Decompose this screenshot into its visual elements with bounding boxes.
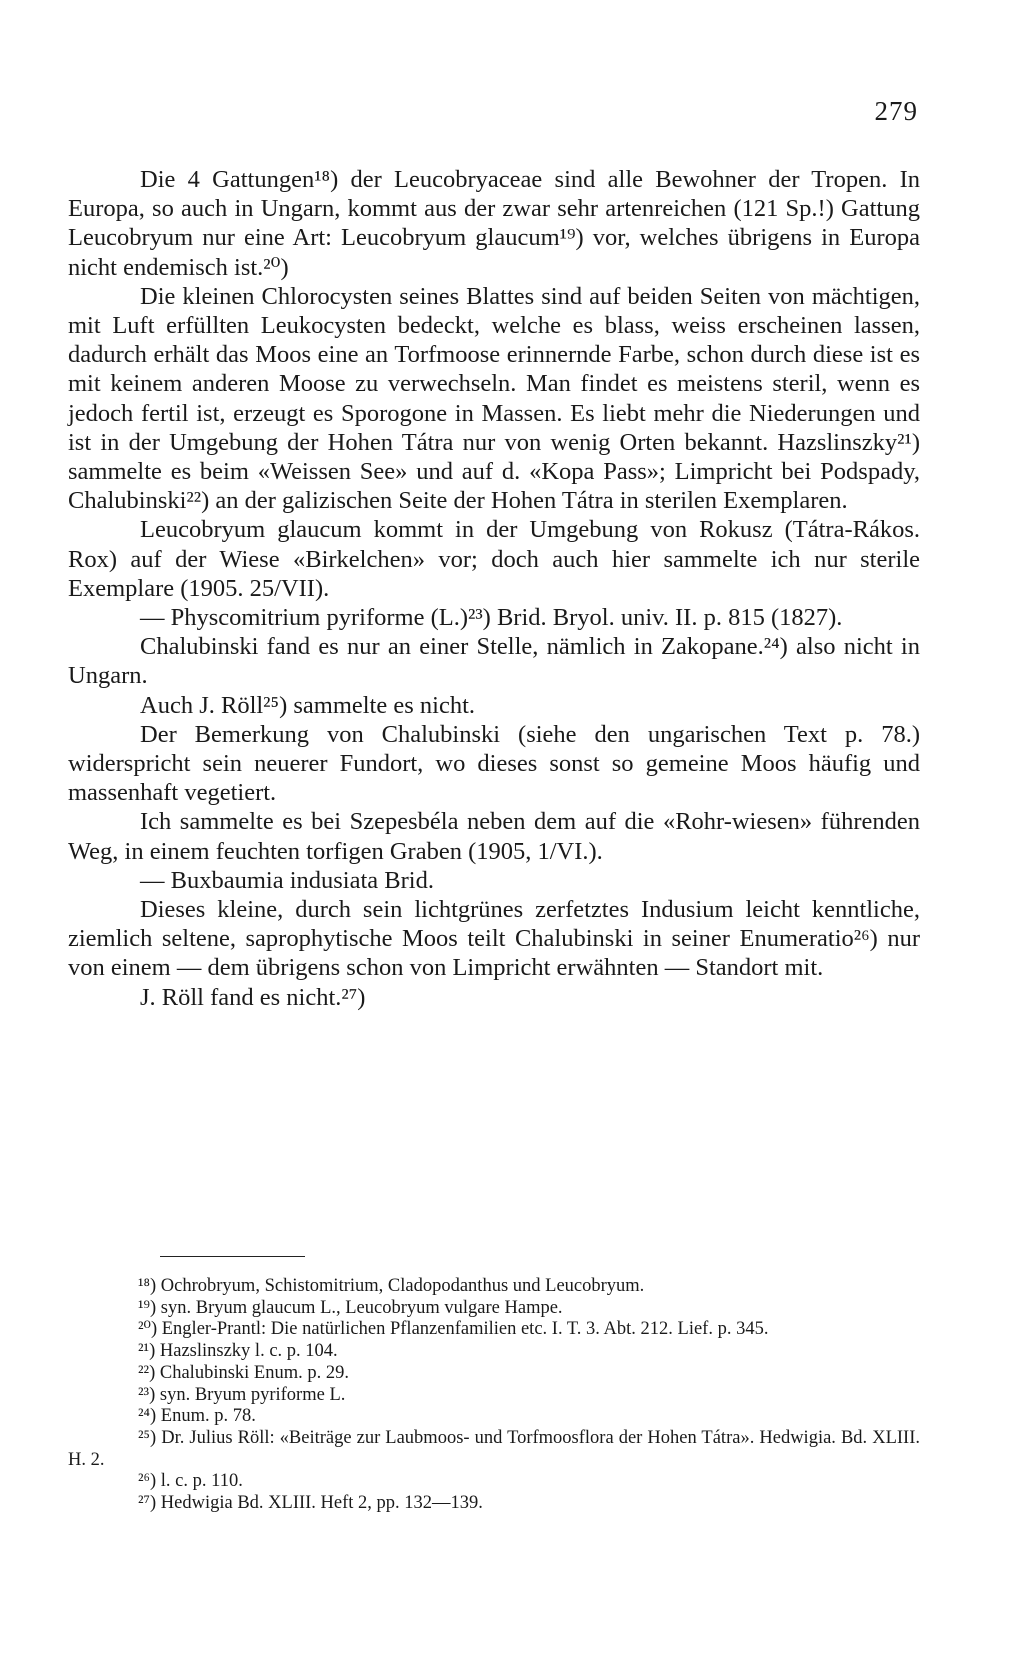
paragraph-rokusz: Leucobryum glaucum kommt in der Umgebung von Rokusz (Tátra-Rákos. Rox) auf der Wiese «Birkelchen» vor; doch auch hier sammelte ich nur sterile Exemplare (1905. 25/VII). — [68, 516, 920, 602]
footnote-divider — [160, 1256, 305, 1257]
main-text — [68, 165, 920, 1012]
paragraph-indusium: Dieses kleine, durch sein lichtgrünes zerfetztes Indusium leicht kenntliche, ziemlich seltene, saprophytische Moos teilt Chalubinski in seiner Enumeratio²⁶) nur von einem — dem übrigens schon von Limpricht erwähnten — Standort mit. — [68, 896, 920, 982]
footnote-26: ²⁶) l. c. p. 110. — [138, 1471, 243, 1492]
footnote-22: ²²) Chalubinski Enum. p. 29. — [138, 1362, 349, 1383]
paragraph-chlorocysten: Die kleinen Chlorocysten seines Blattes sind auf beiden Seiten von mächtigen, mit Luft erfüllten Leukocysten bedeckt, welche es blass, weiss erscheinen lassen, dadurch erhält das Moos eine an Torfmoose erinnernde Farbe, schon durch diese ist es mit keinem anderen Moose zu verwechseln. Man findet es meistens steril, wenn es jedoch fertil ist, erzeugt es Sporogone in Massen. Es liebt mehr die Niederungen und ist in der Umgebung der Hohen Tátra nur von wenig Orten bekannt. Hazslinszky²¹) sammelte es beim «Weissen See» und auf d. «Kopa Pass»; Limpricht bei Podspady, Chalubinski²²) an der galizischen Seite der Hohen Tátra in sterilen Exemplaren. — [68, 282, 920, 515]
footnotes — [68, 1276, 920, 1515]
footnote-20: ²⁰) Engler-Prantl: Die natürlichen Pflanzenfamilien etc. I. T. 3. Abt. 212. Lief. p. 345. — [138, 1319, 769, 1340]
paragraph-leucobryaceae: Die 4 Gattungen¹⁸) der Leucobryaceae sind alle Bewohner der Tropen. In Europa, so auch in Ungarn, kommt aus der zwar sehr artenreichen (121 Sp.!) Gattung Leucobryum nur eine Art: Leucobryum glaucum¹⁹) vor, welches übrigens in Europa nicht endemisch ist.²⁰) — [68, 166, 920, 281]
footnote-18: ¹⁸) Ochrobryum, Schistomitrium, Cladopodanthus und Leucobryum. — [138, 1276, 645, 1296]
footnote-25: ²⁵) Dr. Julius Röll: «Beiträge zur Laubmoos- und Torfmoosflora der Hohen Tátra». Hedwigia. Bd. XLIII. H. 2. — [68, 1427, 920, 1470]
footnote-23: ²³) syn. Bryum pyriforme L. — [138, 1384, 346, 1405]
paragraph-bemerkung: Der Bemerkung von Chalubinski (siehe den ungarischen Text p. 78.) widerspricht sein neuerer Fundort, wo dieses sonst so gemeine Moos häufig und massenhaft vegetiert. — [68, 720, 920, 807]
footnote-19: ¹⁹) syn. Bryum glaucum L., Leucobryum vulgare Hampe. — [138, 1297, 563, 1318]
species-heading-physcomitrium: — Physcomitrium pyriforme (L.)²³) Brid. Bryol. univ. II. p. 815 (1827). — [140, 604, 843, 632]
paragraph-roll-nicht: J. Röll fand es nicht.²⁷) — [140, 983, 366, 1011]
footnote-27: ²⁷) Hedwigia Bd. XLIII. Heft 2, pp. 132—139. — [138, 1493, 483, 1514]
footnote-24: ²⁴) Enum. p. 78. — [138, 1406, 256, 1427]
footnote-21: ²¹) Hazslinszky l. c. p. 104. — [138, 1341, 338, 1362]
page-number: 279 — [874, 96, 918, 126]
species-heading-buxbaumia: — Buxbaumia indusiata Brid. — [140, 866, 434, 894]
paragraph-roll: Auch J. Röll²⁵) sammelte es nicht. — [140, 691, 476, 719]
paragraph-szepesbela: Ich sammelte es bei Szepesbéla neben dem auf die «Rohr-wiesen» führenden Weg, in einem feuchten torfigen Graben (1905, 1/VI.). — [68, 808, 920, 865]
paragraph-zakopane: Chalubinski fand es nur an einer Stelle, nämlich in Zakopane.²⁴) also nicht in Ungarn. — [68, 633, 920, 690]
